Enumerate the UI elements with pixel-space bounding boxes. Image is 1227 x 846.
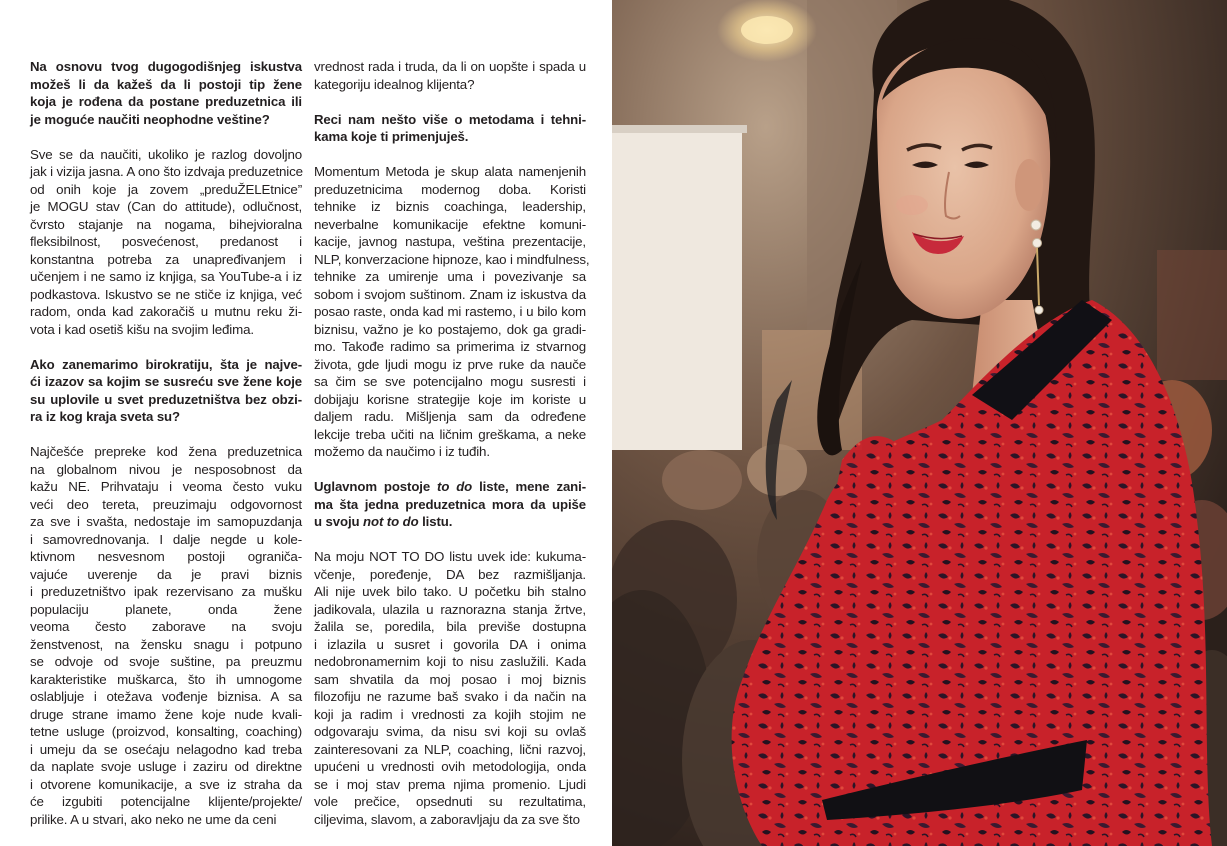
article-column-left — [30, 58, 302, 828]
paragraph-gap — [30, 128, 302, 146]
body-text-line: tetne usluge (proizvod, konsalting, coaching) — [30, 724, 302, 739]
body-text-line: daljem radu. Mišljenja sam da određene — [314, 409, 586, 424]
heading-line: ra iz kog kraja sveta su? — [30, 409, 180, 424]
body-text-line: mo. Takođe radimo sa primerima iz stvarnog — [314, 339, 586, 354]
body-text-line: tehnike iz biznis coachinga, leadership, — [314, 199, 586, 214]
heading-line — [314, 478, 586, 496]
body-text-line: filozofiju ne razume baš svako i da način na — [314, 689, 586, 704]
body-text-line: včenje, poređenje, DA bez razmišljanja. — [314, 566, 586, 582]
body-text-line: vota i kad osetiš kišu na svojim leđima. — [30, 321, 254, 337]
heading-line: kama koje ti primenjuješ. — [314, 129, 469, 144]
body-text-line: oslabljuje i otežava vođenje biznisa. A sa — [30, 689, 302, 704]
body-text-line: biznisu, važno je ko postajemo, dok ga gradi- — [314, 321, 586, 337]
body-text-line: na globalnom nivou je nesposobnost da — [30, 461, 302, 477]
body-text-line: fleksibilnost, posvećenost, predanost i — [30, 234, 302, 249]
body-text-line: Na moju NOT TO DO listu uvek ide: kukuma- — [314, 549, 586, 564]
text-run: ma šta jedna preduzetnica mora da upiše — [314, 496, 586, 512]
portrait-photo — [612, 0, 1227, 846]
body-text-line: veoma često zaborave na svoju — [30, 619, 302, 634]
body-text-line: kažu NE. Prihvataju i veoma često vuku — [30, 479, 302, 494]
italic-text: not to do — [363, 514, 419, 529]
body-text-line: je MOGU stav (Can do attitude), odlučnost, — [30, 199, 302, 214]
body-text-line: učenjem i ne samo iz knjiga, sa YouTube-a i iz — [30, 269, 302, 284]
body-text-line: dobijaju korisne strategije koje im koriste u — [314, 391, 586, 407]
paragraph-gap — [314, 93, 586, 111]
heading-line: možeš li da kažeš da li postoji tip žene — [30, 76, 302, 92]
body-text-line: veći deo tereta, preuzimaju odgovornost — [30, 496, 302, 512]
body-text-line: prilike. A u stvari, ako neko ne ume da ceni — [30, 811, 277, 827]
italic-text: to do — [437, 479, 473, 494]
body-text-line: populaciju planete, onda žene — [30, 601, 302, 617]
body-text-line: kacije, javnog nastupa, veština prezentacije, — [314, 234, 586, 249]
heading-line: Ako zanemarimo birokratiju, šta je najve- — [30, 356, 302, 372]
body-text-line: radom, onda kad zakoračiš u mutnu reku ži- — [30, 304, 302, 319]
heading-line: je moguće naučiti neophodne veštine? — [30, 111, 270, 127]
text-run: Uglavnom postoje — [314, 479, 438, 494]
body-text-line: ženstvenost, na žensku snagu i potpuno — [30, 636, 302, 652]
projector-screen-left — [612, 130, 742, 450]
body-text-line: konstantna potreba za unapređivanjem i — [30, 251, 302, 267]
body-text-line: upućeni u vrednosti ovih metodologija, onda — [314, 759, 586, 774]
body-text-line: se odvoje od svoje suštine, pa preuzmu — [30, 654, 302, 669]
body-text-line: Ali nije uvek bilo tako. U početku bih stalno — [314, 584, 586, 599]
body-text-line: ciljevima, slavom, a zaboravljaju da za sve što — [314, 811, 580, 827]
paragraph-gap — [314, 146, 586, 164]
body-text-line: kategoriju idealnog klijenta? — [314, 76, 475, 92]
text-run: liste, mene zani- — [472, 479, 586, 494]
text-run: listu. — [418, 514, 453, 529]
body-text-line: vrednost rada i truda, da li on uopšte i spada u — [314, 59, 586, 74]
body-text-line: posao raste, onda kad mi rastemo, i u bilo kom — [314, 304, 586, 319]
body-text-line: od onih koje ja zovem „preduŽELEtnice” — [30, 181, 302, 197]
body-text-line: sam shvatila da moj posao i moj biznis — [314, 671, 586, 687]
body-text-line: koji ja radim i vrednosti za kojih stojim ne — [314, 706, 586, 722]
body-text-line: vajuće uverenje da je pravi biznis — [30, 566, 302, 582]
body-text-line: žalila se, poredila, bila previše dostupna — [314, 619, 586, 634]
body-text-line: možemo da naučimo i iz tuđih. — [314, 444, 490, 459]
body-text-line: podkastova. Iskustvo se ne stiče iz knjiga, već — [30, 286, 302, 302]
body-text-line: i umeju da se osećaju nelagodno kad treba — [30, 741, 302, 757]
article-text-page — [0, 0, 612, 846]
body-text-line: jak i vizija jasna. A ono što izdvaja preduzetnice — [30, 164, 303, 179]
paragraph-gap — [314, 531, 586, 549]
body-text-line: zainteresovani za NLP, coaching, lični razvoj, — [314, 741, 586, 757]
paragraph-gap — [314, 461, 586, 479]
body-text-line: Momentum Metoda je skup alata namenjenih — [314, 164, 586, 179]
body-text-line: i izlazila u susret i govorila DA i onima — [314, 636, 586, 652]
body-text-line: da naplate svoje usluge i zaziru od direktne — [30, 759, 302, 774]
paragraph-gap — [30, 338, 302, 356]
body-text-line: odgovaraju svima, da nisu svi koji su ovlaš — [314, 724, 586, 739]
body-text-line: Sve se da naučiti, ukoliko je razlog dovoljno — [30, 146, 302, 162]
body-text-line: NLP, konverzacione hipnoze, kao i mindfulness, — [314, 251, 590, 267]
body-text-line: Najčešće prepreke kod žena preduzetnica — [30, 444, 302, 459]
body-text-line: preduzetnicima modernog doba. Koristi — [314, 181, 586, 197]
body-text-line: sa čim se sve potencijalno mogu susresti i — [314, 374, 586, 389]
body-text-line: i samovrednovanja. I dalje negde u kole- — [30, 531, 302, 547]
body-text-line: i preduzetništvo ipak rezervisano za mušku — [30, 584, 302, 599]
body-text-line: će izgubiti potencijalne klijente/projekte/ — [30, 794, 302, 809]
heading-line — [314, 513, 586, 531]
body-text-line: sobom i svojom suštinom. Znam iz iskustva da — [314, 286, 586, 302]
heading-line — [314, 496, 586, 514]
heading-line: ći izazov sa kojim se susreću sve žene koje — [30, 374, 302, 389]
heading-line: su uplovile u svet preduzetništva bez obzi- — [30, 391, 302, 407]
heading-line: Reci nam nešto više o metodama i tehni- — [314, 111, 586, 127]
paragraph-gap — [30, 426, 302, 444]
body-text-line: lekcije treba učiti na ličnim greškama, a neke — [314, 426, 586, 442]
text-run: u svoju — [314, 514, 364, 529]
body-text-line: čvrsto stajanje na nogama, bihejvioralna — [30, 216, 302, 232]
heading-line: Na osnovu tvog dugogodišnjeg iskustva — [30, 59, 302, 74]
body-text-line: druge strane imamo žene koje nude kvali- — [30, 706, 302, 722]
heading-line: koja je rođena da postane preduzetnica ili — [30, 94, 302, 109]
body-text-line: tehnike za umirenje uma i povezivanje sa — [314, 269, 586, 284]
article-column-right — [314, 58, 590, 828]
body-text-line: nedobronamernim koji to nisu zaslužili. Kada — [314, 654, 586, 669]
body-text-line: i otvorene komunikacije, a sve iz straha da — [30, 776, 302, 792]
body-text-line: vole prečice, opsednuti su rezultatima, — [314, 794, 586, 809]
body-text-line: se i moj stav prema njima promenio. Ljudi — [314, 776, 586, 792]
body-text-line: za sve i svašta, nedostaje im samopuzdanja — [30, 514, 302, 529]
body-text-line: jadikovala, ulazila u raznorazna stanja žrtve, — [314, 601, 586, 617]
body-text-line: života, gde ljudi mogu iz prve ruke da nauče — [314, 356, 586, 372]
body-text-line: karakteristike muškarca, što ih umnogome — [30, 671, 302, 687]
ear — [1015, 159, 1043, 211]
body-text-line: ktivnom nesvesnom postoji ograniča- — [30, 549, 302, 564]
body-text-line: neverbalne komunikacije efektne komuni- — [314, 216, 586, 232]
